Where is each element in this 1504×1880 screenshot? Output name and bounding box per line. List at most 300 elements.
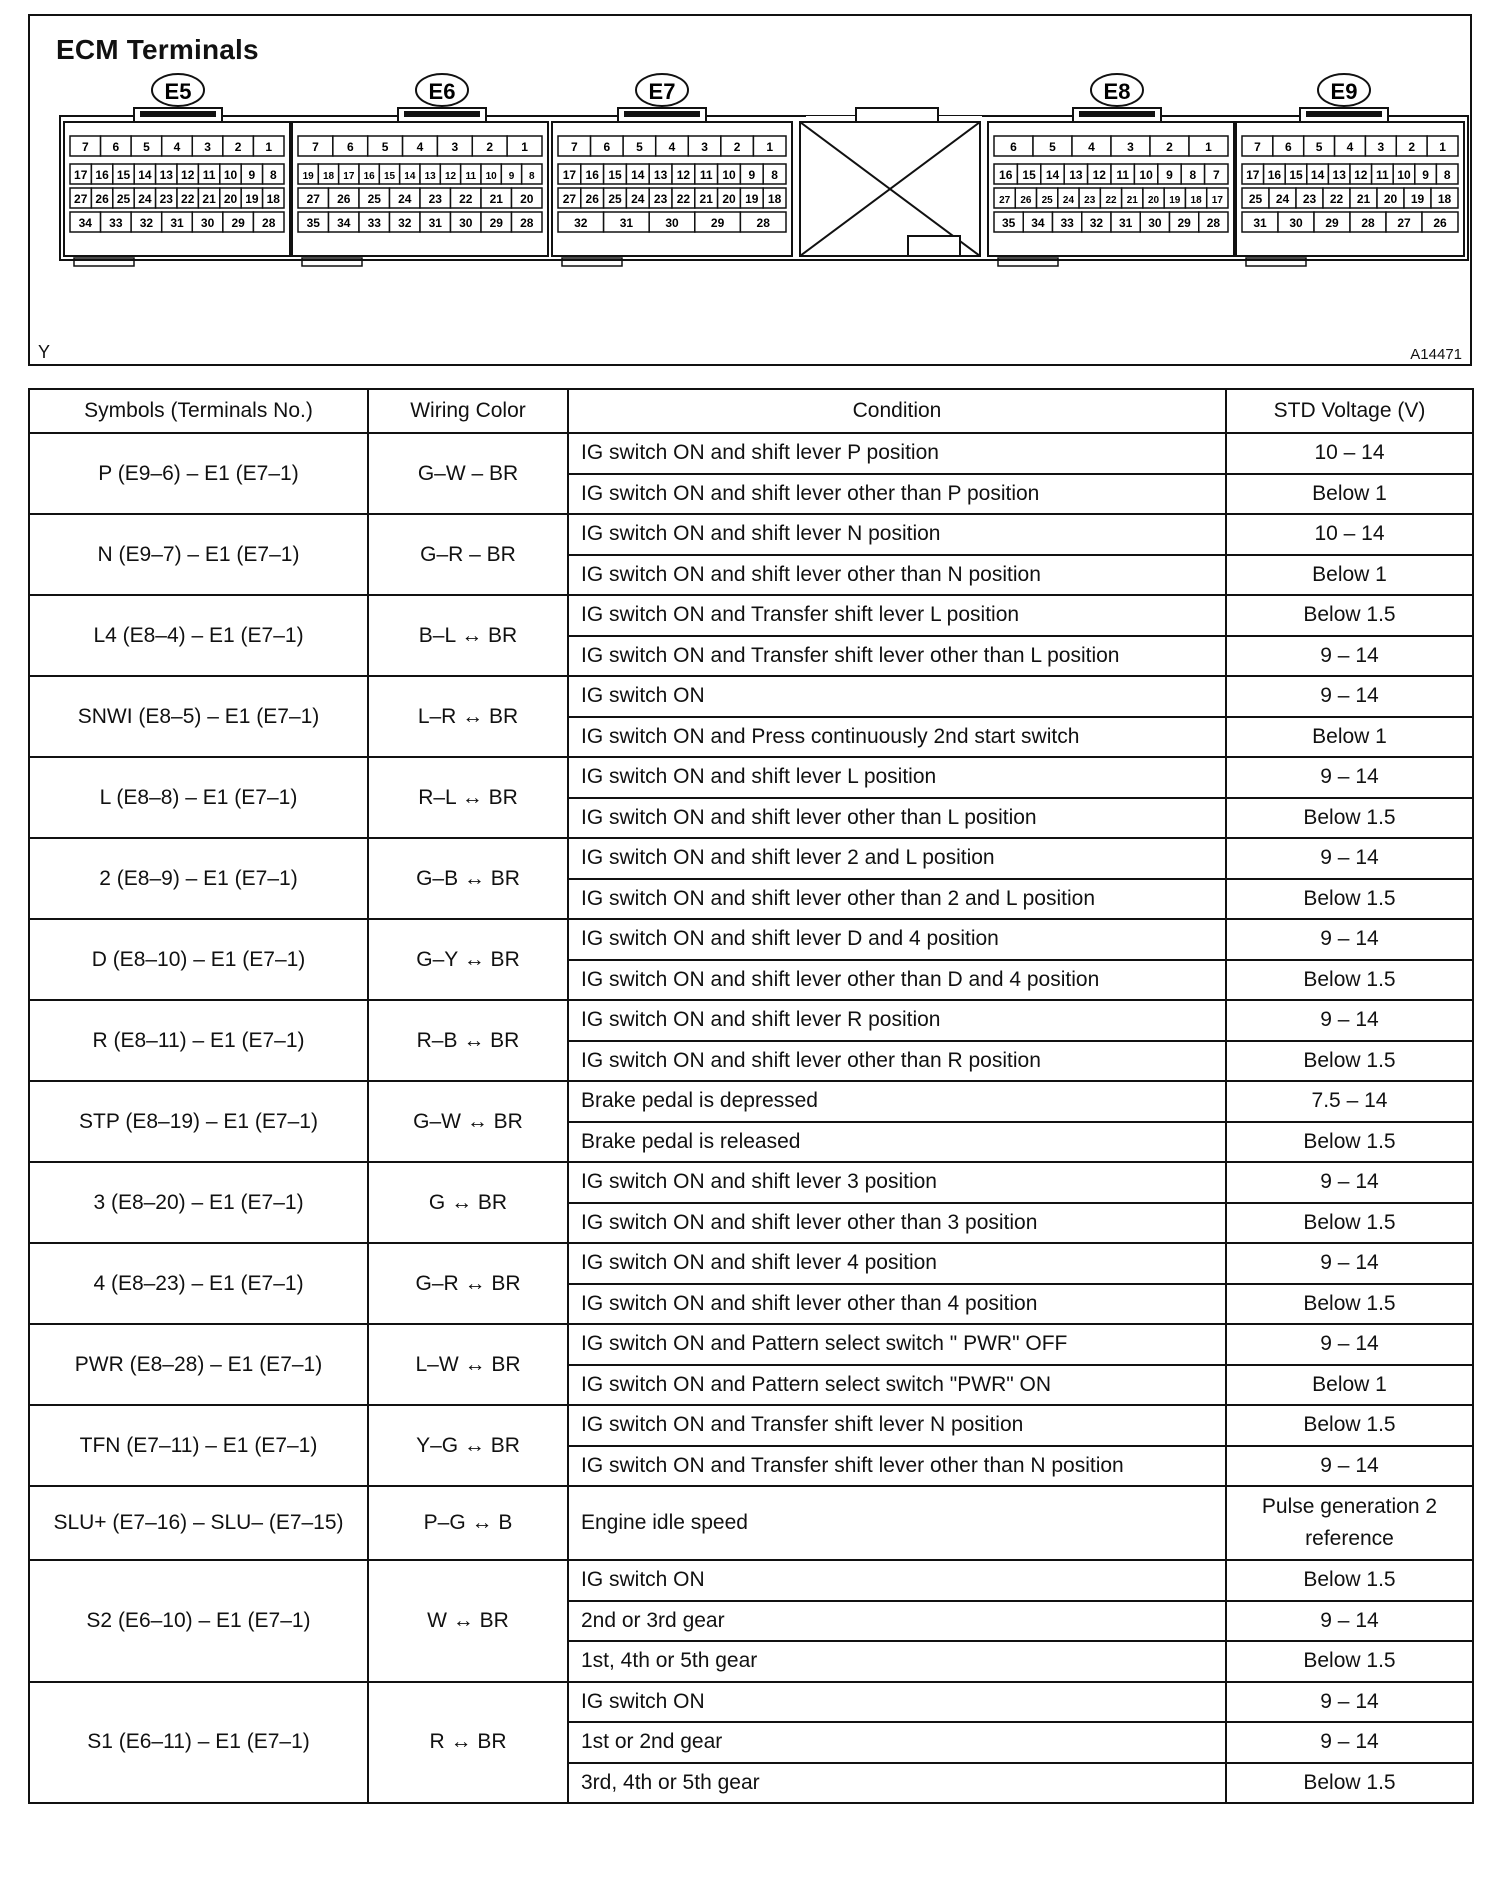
terminal-symbol-cell: SNWI (E8–5) – E1 (E7–1): [29, 676, 368, 757]
pin-number: 20: [1383, 192, 1398, 206]
condition-cell: IG switch ON and shift lever N position: [568, 514, 1226, 555]
wiring-color-cell: R–B ↔ BR: [368, 1000, 568, 1081]
condition-cell: IG switch ON and shift lever other than D and 4 position: [568, 960, 1226, 1001]
pin-number: 19: [245, 192, 259, 206]
std-voltage-cell: 9 – 14: [1226, 636, 1473, 677]
std-voltage-cell: 10 – 14: [1226, 433, 1473, 474]
pin-number: 17: [1246, 168, 1260, 182]
pin-number: 3: [1377, 140, 1385, 154]
pin-number: 32: [1089, 216, 1104, 230]
pin-number: 21: [489, 192, 503, 206]
pin-number: 6: [112, 140, 120, 154]
pin-number: 27: [74, 192, 88, 206]
pin-number: 8: [1443, 168, 1451, 182]
pin-number: 4: [1088, 140, 1095, 154]
std-voltage-cell: Below 1.5: [1226, 595, 1473, 636]
corner-label: Y: [38, 342, 51, 362]
condition-cell: IG switch ON: [568, 1682, 1226, 1723]
pin-number: 18: [767, 192, 782, 206]
pin-number: 29: [489, 216, 503, 230]
pin-number: 17: [562, 168, 577, 182]
pin-number: 22: [459, 192, 473, 206]
condition-cell: IG switch ON and shift lever D and 4 position: [568, 919, 1226, 960]
pin-number: 2: [1408, 140, 1416, 154]
pin-number: 9: [1166, 168, 1173, 182]
std-voltage-cell: 9 – 14: [1226, 1000, 1473, 1041]
std-voltage-cell: 9 – 14: [1226, 1601, 1473, 1642]
pin-number: 5: [636, 140, 643, 154]
pin-number: 29: [231, 216, 245, 230]
std-voltage-cell: 9 – 14: [1226, 1446, 1473, 1487]
pin-number: 31: [1253, 216, 1267, 230]
terminal-table-wrapper: [28, 388, 1472, 1804]
std-voltage-cell: Below 1: [1226, 717, 1473, 758]
pin-number: 6: [1010, 140, 1017, 154]
pin-number: 6: [346, 140, 354, 154]
table-row: [29, 433, 1473, 474]
pin-number: 14: [1310, 168, 1325, 182]
pin-number: 29: [1325, 216, 1339, 230]
pin-number: 13: [159, 168, 173, 182]
pin-number: 23: [159, 192, 173, 206]
blank-connector-slot: [800, 108, 982, 256]
terminal-symbol-cell: N (E9–7) – E1 (E7–1): [29, 514, 368, 595]
pin-number: 33: [109, 216, 123, 230]
pin-number: 21: [202, 192, 216, 206]
pin-number: 19: [1169, 195, 1181, 206]
pin-number: 14: [138, 168, 152, 182]
pin-number: 23: [428, 192, 442, 206]
connector-label: E9: [1330, 79, 1358, 104]
terminal-symbol-cell: 2 (E8–9) – E1 (E7–1): [29, 838, 368, 919]
terminal-symbol-cell: S2 (E6–10) – E1 (E7–1): [29, 1560, 368, 1682]
table-row: [29, 514, 1473, 555]
condition-cell: IG switch ON and shift lever R position: [568, 1000, 1226, 1041]
pin-number: 4: [416, 140, 424, 154]
pin-number: 27: [1397, 216, 1411, 230]
pin-number: 17: [343, 171, 355, 182]
std-voltage-cell: Below 1.5: [1226, 1041, 1473, 1082]
pin-number: 12: [181, 168, 195, 182]
std-voltage-cell: Below 1.5: [1226, 879, 1473, 920]
pin-number: 16: [999, 168, 1013, 182]
pin-number: 30: [665, 216, 679, 230]
pin-number: 20: [722, 192, 736, 206]
pin-number: 32: [574, 216, 588, 230]
condition-cell: IG switch ON and shift lever other than 3 position: [568, 1203, 1226, 1244]
pin-number: 22: [1329, 192, 1344, 206]
pin-number: 26: [585, 192, 599, 206]
pin-number: 15: [1289, 168, 1303, 182]
wiring-color-cell: G–R – BR: [368, 514, 568, 595]
pin-number: 30: [1289, 216, 1303, 230]
wiring-color-cell: P–G ↔ B: [368, 1486, 568, 1560]
table-row: [29, 1682, 1473, 1723]
pin-number: 2: [1166, 140, 1173, 154]
wiring-color-cell: L–W ↔ BR: [368, 1324, 568, 1405]
pin-number: 31: [428, 216, 442, 230]
pin-number: 20: [1147, 195, 1160, 206]
pin-number: 1: [1205, 140, 1212, 154]
pin-number: 7: [81, 140, 89, 154]
wiring-color-cell: G ↔ BR: [368, 1162, 568, 1243]
table-row: [29, 1405, 1473, 1446]
pin-number: 35: [1001, 216, 1016, 230]
std-voltage-cell: 9 – 14: [1226, 676, 1473, 717]
table-row: [29, 595, 1473, 636]
pin-number: 7: [1212, 168, 1220, 182]
pin-number: 24: [138, 192, 152, 206]
pin-number: 25: [1041, 195, 1053, 206]
std-voltage-cell: 9 – 14: [1226, 1162, 1473, 1203]
std-voltage-cell: 10 – 14: [1226, 514, 1473, 555]
pin-number: 14: [1045, 168, 1060, 182]
pin-number: 13: [424, 171, 436, 182]
condition-cell: IG switch ON and shift lever other than N position: [568, 555, 1226, 596]
condition-cell: IG switch ON and Transfer shift lever other than L position: [568, 636, 1226, 677]
table-body: [29, 433, 1473, 1803]
pin-number: 16: [95, 168, 109, 182]
pin-number: 28: [1361, 216, 1375, 230]
condition-cell: IG switch ON and Pattern select switch " PWR" OFF: [568, 1324, 1226, 1365]
pin-number: 19: [302, 171, 314, 182]
pin-number: 5: [1049, 140, 1056, 154]
condition-cell: IG switch ON and shift lever 2 and L position: [568, 838, 1226, 879]
terminal-symbol-cell: 3 (E8–20) – E1 (E7–1): [29, 1162, 368, 1243]
std-voltage-cell: Below 1.5: [1226, 1405, 1473, 1446]
std-voltage-cell: 9 – 14: [1226, 757, 1473, 798]
std-voltage-cell: Below 1.5: [1226, 1122, 1473, 1163]
condition-cell: IG switch ON and Transfer shift lever N position: [568, 1405, 1226, 1446]
pin-number: 11: [1376, 168, 1389, 182]
condition-cell: IG switch ON: [568, 1560, 1226, 1601]
connector-label: E6: [428, 79, 456, 104]
pin-number: 28: [1206, 216, 1221, 230]
pin-number: 23: [1084, 195, 1096, 206]
pin-number: 24: [1275, 192, 1290, 206]
condition-cell: IG switch ON and Pattern select switch "PWR" ON: [568, 1365, 1226, 1406]
condition-cell: IG switch ON and Press continuously 2nd start switch: [568, 717, 1226, 758]
pin-number: 13: [653, 168, 668, 182]
table-row: [29, 1560, 1473, 1601]
wiring-color-cell: G–W ↔ BR: [368, 1081, 568, 1162]
wiring-color-cell: B–L ↔ BR: [368, 595, 568, 676]
table-row: [29, 838, 1473, 879]
connector-label: E5: [164, 79, 192, 104]
pin-number: 16: [1267, 168, 1282, 182]
pin-number: 7: [570, 140, 578, 154]
pin-number: 17: [1211, 195, 1223, 206]
pin-number: 22: [181, 192, 195, 206]
std-voltage-cell: 9 – 14: [1226, 1722, 1473, 1763]
std-voltage-cell: 9 – 14: [1226, 919, 1473, 960]
terminal-symbol-cell: SLU+ (E7–16) – SLU– (E7–15): [29, 1486, 368, 1560]
condition-cell: IG switch ON and shift lever other than P position: [568, 474, 1226, 515]
connector-e6: [292, 74, 548, 266]
terminal-symbol-cell: R (E8–11) – E1 (E7–1): [29, 1000, 368, 1081]
condition-cell: IG switch ON: [568, 676, 1226, 717]
header-wiring-color: Wiring Color: [368, 389, 568, 433]
pin-number: 30: [459, 216, 473, 230]
pin-number: 31: [1118, 216, 1133, 230]
pin-number: 26: [1020, 195, 1032, 206]
diagram-title: ECM Terminals: [56, 34, 259, 65]
wiring-color-cell: G–W – BR: [368, 433, 568, 514]
pin-number: 3: [204, 140, 211, 154]
pin-number: 26: [95, 192, 109, 206]
terminal-symbol-cell: S1 (E6–11) – E1 (E7–1): [29, 1682, 368, 1804]
terminal-symbol-cell: TFN (E7–11) – E1 (E7–1): [29, 1405, 368, 1486]
pin-number: 34: [1031, 216, 1045, 230]
pin-number: 10: [1139, 168, 1153, 182]
terminal-symbol-cell: L4 (E8–4) – E1 (E7–1): [29, 595, 368, 676]
wiring-color-cell: W ↔ BR: [368, 1560, 568, 1682]
pin-number: 15: [1022, 168, 1036, 182]
pin-number: 24: [398, 192, 412, 206]
pin-number: 14: [404, 171, 416, 182]
terminal-symbol-cell: PWR (E8–28) – E1 (E7–1): [29, 1324, 368, 1405]
condition-cell: IG switch ON and shift lever P position: [568, 433, 1226, 474]
condition-cell: IG switch ON and shift lever other than R position: [568, 1041, 1226, 1082]
pin-number: 21: [699, 192, 713, 206]
pin-number: 21: [1126, 195, 1138, 206]
pin-number: 30: [1148, 216, 1162, 230]
pin-number: 4: [668, 140, 676, 154]
pin-number: 25: [1248, 192, 1263, 206]
connector-label: E7: [648, 79, 676, 104]
pin-number: 8: [529, 171, 535, 182]
pin-number: 18: [1437, 192, 1452, 206]
pin-number: 28: [756, 216, 770, 230]
pin-number: 5: [143, 140, 150, 154]
pin-number: 10: [223, 168, 238, 182]
terminal-table: [28, 388, 1474, 1804]
pin-number: 28: [520, 216, 534, 230]
pin-number: 1: [521, 140, 528, 154]
pin-number: 5: [381, 140, 389, 154]
pin-number: 12: [444, 171, 457, 182]
pin-number: 31: [170, 216, 184, 230]
connector-diagram: [30, 16, 1470, 364]
table-row: [29, 1243, 1473, 1284]
std-voltage-cell: Below 1: [1226, 1365, 1473, 1406]
std-voltage-cell: Below 1: [1226, 555, 1473, 596]
std-voltage-cell: 9 – 14: [1226, 838, 1473, 879]
pin-number: 2: [234, 140, 242, 154]
header-condition: Condition: [568, 389, 1226, 433]
pin-number: 27: [999, 195, 1011, 206]
std-voltage-cell: 7.5 – 14: [1226, 1081, 1473, 1122]
pin-number: 24: [1062, 195, 1075, 206]
pin-number: 20: [520, 192, 534, 206]
table-row: [29, 757, 1473, 798]
table-row: [29, 1486, 1473, 1560]
pin-number: 23: [1302, 192, 1317, 206]
pin-number: 3: [451, 140, 459, 154]
ecm-terminals-diagram: [28, 14, 1472, 366]
pin-number: 3: [701, 140, 708, 154]
wiring-color-cell: Y–G ↔ BR: [368, 1405, 568, 1486]
wiring-color-cell: R–L ↔ BR: [368, 757, 568, 838]
connector-e5: [64, 74, 290, 266]
condition-cell: IG switch ON and shift lever other than 4 position: [568, 1284, 1226, 1325]
pin-number: 35: [306, 216, 320, 230]
pin-number: 25: [367, 192, 381, 206]
pin-number: 10: [722, 168, 736, 182]
pin-number: 8: [1189, 168, 1197, 182]
pin-number: 16: [363, 171, 375, 182]
std-voltage-cell: Below 1.5: [1226, 1284, 1473, 1325]
connector-e8: [988, 74, 1234, 266]
pin-number: 15: [116, 168, 131, 182]
table-header-row: [29, 389, 1473, 433]
pin-number: 22: [1105, 195, 1117, 206]
pin-number: 18: [266, 192, 280, 206]
pin-number: 18: [322, 171, 335, 182]
pin-number: 7: [1254, 140, 1261, 154]
pin-number: 1: [766, 140, 774, 154]
pin-number: 9: [508, 171, 515, 182]
pin-number: 18: [1190, 195, 1202, 206]
connector-label: E8: [1103, 79, 1131, 104]
condition-cell: IG switch ON and Transfer shift lever other than N position: [568, 1446, 1226, 1487]
pin-number: 1: [265, 140, 273, 154]
pin-number: 14: [631, 168, 645, 182]
pin-number: 5: [1315, 140, 1323, 154]
pin-number: 9: [1422, 168, 1429, 182]
std-voltage-cell: Below 1.5: [1226, 960, 1473, 1001]
wiring-color-cell: L–R ↔ BR: [368, 676, 568, 757]
connector-e7: [552, 74, 792, 266]
pin-number: 8: [269, 168, 277, 182]
pin-number: 23: [653, 192, 668, 206]
pin-number: 6: [1284, 140, 1292, 154]
condition-cell: IG switch ON and shift lever other than 2 and L position: [568, 879, 1226, 920]
pin-number: 1: [1439, 140, 1446, 154]
pin-number: 10: [1397, 168, 1411, 182]
pin-number: 11: [699, 168, 713, 182]
std-voltage-cell: Below 1.5: [1226, 1763, 1473, 1804]
terminal-symbol-cell: 4 (E8–23) – E1 (E7–1): [29, 1243, 368, 1324]
pin-number: 25: [116, 192, 131, 206]
header-symbols: Symbols (Terminals No.): [29, 389, 368, 433]
table-row: [29, 676, 1473, 717]
pin-number: 27: [562, 192, 577, 206]
pin-number: 25: [608, 192, 622, 206]
wiring-color-cell: G–B ↔ BR: [368, 838, 568, 919]
pin-number: 11: [1116, 168, 1130, 182]
std-voltage-cell: 9 – 14: [1226, 1243, 1473, 1284]
pin-number: 26: [337, 192, 351, 206]
std-voltage-cell: Below 1.5: [1226, 1203, 1473, 1244]
terminal-symbol-cell: D (E8–10) – E1 (E7–1): [29, 919, 368, 1000]
pin-number: 33: [1060, 216, 1074, 230]
pin-number: 32: [139, 216, 154, 230]
table-row: [29, 1000, 1473, 1041]
condition-cell: IG switch ON and shift lever 3 position: [568, 1162, 1226, 1203]
condition-cell: 3rd, 4th or 5th gear: [568, 1763, 1226, 1804]
pin-number: 16: [585, 168, 599, 182]
pin-number: 13: [1069, 168, 1083, 182]
wiring-color-cell: G–Y ↔ BR: [368, 919, 568, 1000]
pin-number: 12: [1354, 168, 1368, 182]
pin-number: 20: [223, 192, 238, 206]
pin-number: 12: [1092, 168, 1106, 182]
pin-number: 29: [1177, 216, 1191, 230]
condition-cell: 1st or 2nd gear: [568, 1722, 1226, 1763]
pin-number: 9: [748, 168, 756, 182]
pin-number: 13: [1332, 168, 1346, 182]
condition-cell: Brake pedal is depressed: [568, 1081, 1226, 1122]
pin-number: 15: [608, 168, 622, 182]
condition-cell: IG switch ON and shift lever 4 position: [568, 1243, 1226, 1284]
condition-cell: IG switch ON and shift lever other than L position: [568, 798, 1226, 839]
table-row: [29, 1081, 1473, 1122]
pin-number: 32: [398, 216, 412, 230]
std-voltage-cell: Below 1: [1226, 474, 1473, 515]
pin-number: 19: [1410, 192, 1425, 206]
pin-number: 11: [202, 168, 216, 182]
pin-number: 7: [312, 140, 319, 154]
condition-cell: Brake pedal is released: [568, 1122, 1226, 1163]
std-voltage-cell: Below 1.5: [1226, 798, 1473, 839]
connector-e9: [1236, 74, 1464, 266]
condition-cell: IG switch ON and Transfer shift lever L position: [568, 595, 1226, 636]
table-row: [29, 1162, 1473, 1203]
pin-number: 12: [676, 168, 691, 182]
figure-code: A14471: [1410, 346, 1462, 363]
pin-number: 8: [771, 168, 778, 182]
table-row: [29, 1324, 1473, 1365]
header-std-voltage: STD Voltage (V): [1226, 389, 1473, 433]
pin-number: 3: [1127, 140, 1134, 154]
pin-number: 11: [465, 171, 477, 182]
pin-number: 28: [262, 216, 276, 230]
pin-number: 2: [733, 140, 741, 154]
pin-number: 29: [710, 216, 725, 230]
std-voltage-cell: Below 1.5: [1226, 1560, 1473, 1601]
pin-number: 30: [200, 216, 215, 230]
pin-number: 33: [367, 216, 381, 230]
pin-number: 6: [603, 140, 611, 154]
std-voltage-cell: Below 1.5: [1226, 1641, 1473, 1682]
pin-number: 34: [78, 216, 92, 230]
table-row: [29, 919, 1473, 960]
pin-number: 10: [485, 171, 497, 182]
std-voltage-cell: 9 – 14: [1226, 1682, 1473, 1723]
pin-number: 19: [745, 192, 759, 206]
pin-number: 9: [248, 168, 256, 182]
condition-cell: 1st, 4th or 5th gear: [568, 1641, 1226, 1682]
std-voltage-cell: Pulse generation 2 reference: [1226, 1486, 1473, 1560]
pin-number: 31: [619, 216, 634, 230]
std-voltage-cell: 9 – 14: [1226, 1324, 1473, 1365]
pin-number: 21: [1356, 192, 1371, 206]
pin-number: 2: [486, 140, 494, 154]
terminal-symbol-cell: L (E8–8) – E1 (E7–1): [29, 757, 368, 838]
pin-number: 34: [337, 216, 351, 230]
condition-cell: IG switch ON and shift lever L position: [568, 757, 1226, 798]
wiring-color-cell: G–R ↔ BR: [368, 1243, 568, 1324]
condition-cell: 2nd or 3rd gear: [568, 1601, 1226, 1642]
pin-number: 22: [676, 192, 691, 206]
pin-number: 4: [173, 140, 181, 154]
terminal-symbol-cell: STP (E8–19) – E1 (E7–1): [29, 1081, 368, 1162]
pin-number: 4: [1346, 140, 1354, 154]
condition-cell: Engine idle speed: [568, 1486, 1226, 1560]
pin-number: 15: [383, 171, 396, 182]
pin-number: 26: [1433, 216, 1447, 230]
